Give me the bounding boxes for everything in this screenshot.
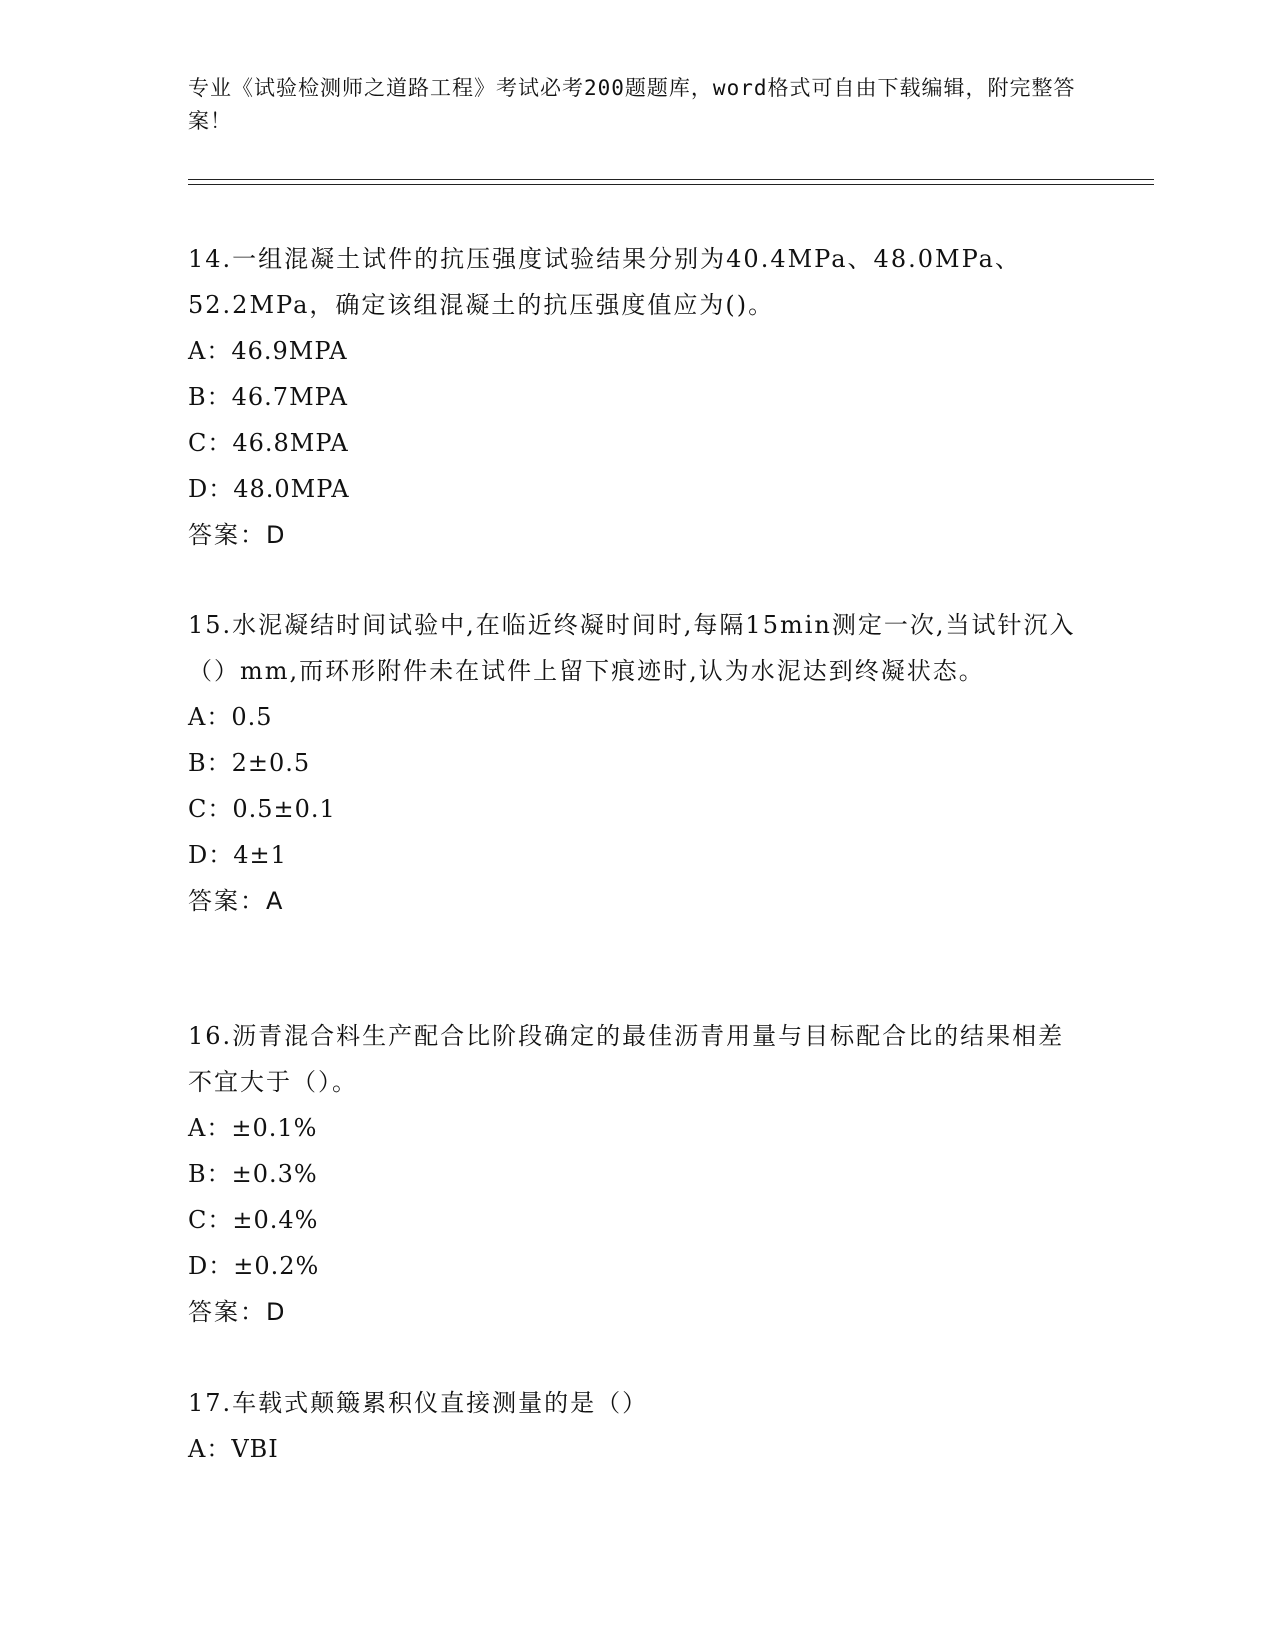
option-c: C：46.8MPA	[188, 429, 349, 457]
option-d: D：48.0MPA	[188, 475, 350, 503]
question-stem: 16.沥青混合料生产配合比阶段确定的最佳沥青用量与目标配合比的结果相差不宜大于（）。	[188, 1022, 1065, 1096]
option-a: A：0.5	[188, 703, 273, 731]
header-divider-top	[188, 179, 1154, 180]
question-stem: 14.一组混凝土试件的抗压强度试验结果分别为40.4MPa、48.0MPa、52.2MPa，确定该组混凝土的抗压强度值应为()。	[188, 245, 1021, 319]
option-b: B：±0.3%	[188, 1160, 318, 1188]
answer: 答案：D	[188, 521, 287, 549]
question-17	[188, 1380, 1088, 1472]
question-14	[188, 236, 1088, 558]
answer: 答案：A	[188, 887, 285, 915]
question-stem: 15.水泥凝结时间试验中,在临近终凝时间时,每隔15min测定一次,当试针沉入（）mm,而环形附件未在试件上留下痕迹时,认为水泥达到终凝状态。	[188, 611, 1076, 685]
option-a: A：46.9MPA	[188, 337, 348, 365]
option-c: C：0.5±0.1	[188, 795, 336, 823]
question-15	[188, 602, 1088, 924]
option-d: D：4±1	[188, 841, 287, 869]
document-header: 专业《试验检测师之道路工程》考试必考200题题库，word格式可自由下载编辑，附完整答案！	[188, 76, 1076, 133]
option-d: D：±0.2%	[188, 1252, 320, 1280]
question-stem: 17.车载式颠簸累积仪直接测量的是（）	[188, 1389, 649, 1417]
option-a: A：VBI	[188, 1435, 279, 1463]
option-b: B：2±0.5	[188, 749, 311, 777]
answer: 答案：D	[188, 1298, 287, 1326]
option-c: C：±0.4%	[188, 1206, 319, 1234]
header-divider-bottom	[188, 184, 1154, 185]
option-a: A：±0.1%	[188, 1114, 318, 1142]
question-16	[188, 1013, 1088, 1335]
option-b: B：46.7MPA	[188, 383, 348, 411]
